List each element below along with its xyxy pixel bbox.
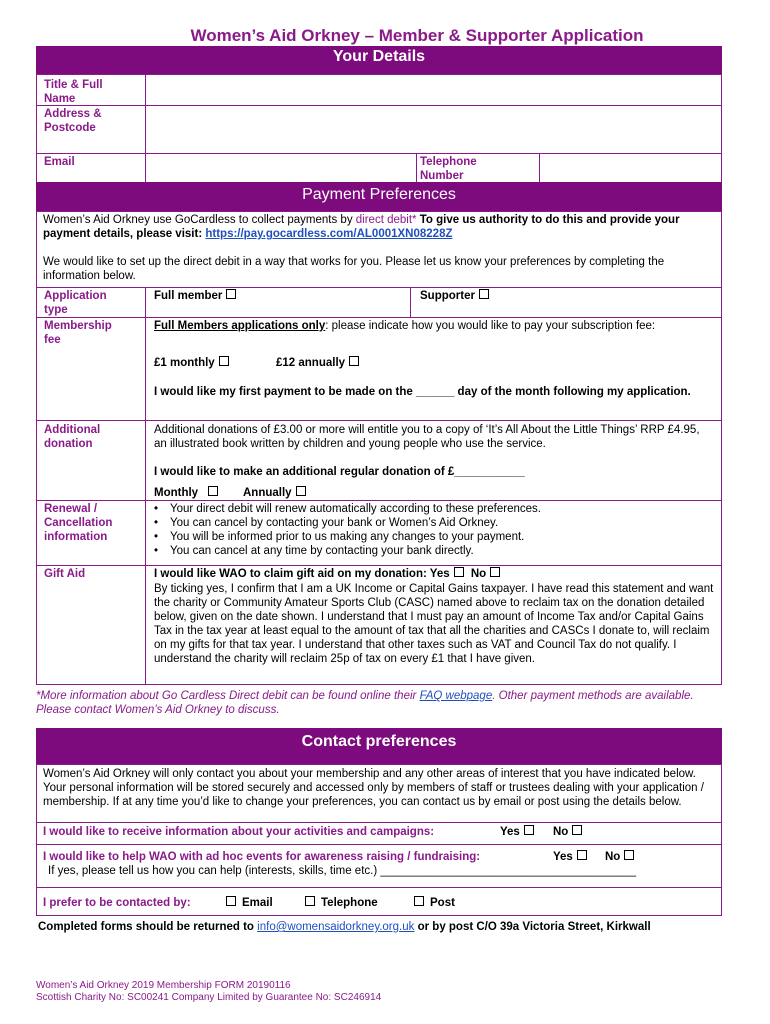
donation-monthly-option[interactable]: Monthly <box>154 486 218 500</box>
receive-info-no[interactable]: No <box>553 825 582 839</box>
renewal-list <box>150 502 710 558</box>
your-details-header: Your Details <box>36 46 722 74</box>
additional-donation-label: Additional donation <box>44 424 101 450</box>
address-label: Address & Postcode <box>44 108 102 134</box>
prefer-contact-text: I prefer to be contacted by: <box>43 897 191 909</box>
full-member-checkbox[interactable] <box>226 289 236 299</box>
supporter-option[interactable]: Supporter <box>420 289 489 303</box>
contact-post-checkbox[interactable] <box>414 896 424 906</box>
donation-annually-checkbox[interactable] <box>296 486 306 496</box>
membership-fee-label: Membership fee <box>44 320 112 346</box>
supporter-checkbox[interactable] <box>479 289 489 299</box>
contact-email-checkbox[interactable] <box>226 896 236 906</box>
gift-aid-heading: I would like WAO to claim gift aid on my donation: Yes No <box>154 567 500 581</box>
address-input[interactable] <box>147 106 720 152</box>
faq-link[interactable]: FAQ webpage <box>419 690 493 702</box>
help-events-yes[interactable]: Yes <box>553 850 587 864</box>
list-item: • You will be informed prior to us making any changes to your payment. <box>150 530 710 544</box>
gift-aid-no-checkbox[interactable] <box>490 567 500 577</box>
help-events-no[interactable]: No <box>605 850 634 864</box>
title-name-label: Title & Full Name <box>44 79 103 105</box>
application-type-label: Application type <box>44 290 107 316</box>
receive-info-yes[interactable]: Yes <box>500 825 534 839</box>
contact-telephone-checkbox[interactable] <box>305 896 315 906</box>
list-item: • You can cancel by contacting your bank or Women’s Aid Orkney. <box>150 516 710 530</box>
list-item: • Your direct debit will renew automatically according to these preferences. <box>150 502 710 516</box>
help-detail-text[interactable]: If yes, please tell us how you can help (interests, skills, time etc.) ________________________________________ <box>48 865 637 877</box>
help-events-no-checkbox[interactable] <box>624 850 634 860</box>
donation-annually-option[interactable]: Annually <box>243 486 306 500</box>
receive-info-yes-checkbox[interactable] <box>524 825 534 835</box>
annually-12-option[interactable]: £12 annually <box>276 356 359 370</box>
gocardless-footnote: *More information about Go Cardless Direct debit can be found online their FAQ webpage. Other payment methods are available. Please contact Women’s Aid Orkney to discuss. <box>36 690 694 716</box>
receive-info-no-checkbox[interactable] <box>572 825 582 835</box>
additional-donation-text: Additional donations of £3.00 or more will entitle you to a copy of ‘It’s All About the Little Things’ RRP £4.95, an illustrated book written by children and young people who use the service. <box>154 424 700 450</box>
monthly-1-checkbox[interactable] <box>219 356 229 366</box>
return-instructions: Completed forms should be returned to info@womensaidorkney.org.uk or by post C/O 39a Victoria Street, Kirkwall <box>38 921 651 933</box>
contact-post-option[interactable]: Post <box>414 896 455 910</box>
page-title: Women’s Aid Orkney – Member & Supporter Application <box>190 26 644 45</box>
receive-info-text: I would like to receive information about your activities and campaigns: <box>43 826 435 838</box>
gocardless-intro: Women’s Aid Orkney use GoCardless to collect payments by direct debit* To give us authority to do this and provide your payment details, please visit: https://pay.gocardless.com/AL0001XN08228Z <box>43 214 680 240</box>
annually-12-checkbox[interactable] <box>349 356 359 366</box>
contact-intro: Women’s Aid Orkney will only contact you about your membership and any other areas of interest that you have indicated below. Your personal information will be stored securely and accessed only by members of staff or trustees dealing with your application / membership. If at any time you’d like to change your preferences, you can contact us by email or post using the details below. <box>43 768 704 808</box>
contact-preferences-header: Contact preferences <box>36 728 722 764</box>
return-email-link[interactable]: info@womensaidorkney.org.uk <box>257 921 415 933</box>
title-name-input[interactable] <box>147 75 720 104</box>
help-events-yes-checkbox[interactable] <box>577 850 587 860</box>
full-members-text: Full Members applications only: please indicate how you would like to pay your subscription fee: <box>154 320 656 332</box>
list-item: • You can cancel at any time by contacting your bank directly. <box>150 544 710 558</box>
payment-preferences-header: Payment Preferences <box>36 182 722 211</box>
telephone-input[interactable] <box>541 154 720 183</box>
footer-line-2: Scottish Charity No: SC00241 Company Limited by Guarantee No: SC246914 <box>36 992 382 1003</box>
telephone-label: Telephone Number <box>420 156 477 182</box>
renewal-label: Renewal / Cancellation information <box>44 503 113 543</box>
direct-debit-text: direct debit* <box>355 214 417 226</box>
gift-aid-text: By ticking yes, I confirm that I am a UK Income or Capital Gains taxpayer. I have read this statement and want the charity or Community Amateur Sports Club (CASC) named above to reclaim tax on the donation detailed below, given on the date shown. I understand that I must pay an amount of Income Tax and/or Capital Gains Tax in the tax year at least equal to the amount of tax that all the charities and CASCs I donate to, will reclaim on my gifts for that tax year. I understand that other taxes such as VAT and Council Tax do not qualify. I understand the charity will reclaim 25p of tax on every £1 that I have given. <box>154 583 714 665</box>
email-input[interactable] <box>147 154 415 183</box>
contact-email-option[interactable]: Email <box>226 896 273 910</box>
gocardless-link[interactable]: https://pay.gocardless.com/AL0001XN08228Z <box>205 228 453 240</box>
gift-aid-label: Gift Aid <box>44 568 86 580</box>
email-label: Email <box>44 156 75 168</box>
contact-telephone-option[interactable]: Telephone <box>305 896 378 910</box>
monthly-1-option[interactable]: £1 monthly <box>154 356 229 370</box>
first-payment-text: I would like my first payment to be made on the ______ day of the month following my application. <box>154 386 691 398</box>
donation-monthly-checkbox[interactable] <box>208 486 218 496</box>
gift-aid-yes-checkbox[interactable] <box>454 567 464 577</box>
help-events-text: I would like to help WAO with ad hoc events for awareness raising / fundraising: <box>43 851 481 863</box>
additional-regular-text: I would like to make an additional regular donation of £___________ <box>154 466 525 478</box>
footer-line-1: Women’s Aid Orkney 2019 Membership FORM 20190116 <box>36 980 291 991</box>
full-member-option[interactable]: Full member <box>154 289 236 303</box>
setup-text: We would like to set up the direct debit in a way that works for you. Please let us know your preferences by completing the information below. <box>43 256 665 282</box>
